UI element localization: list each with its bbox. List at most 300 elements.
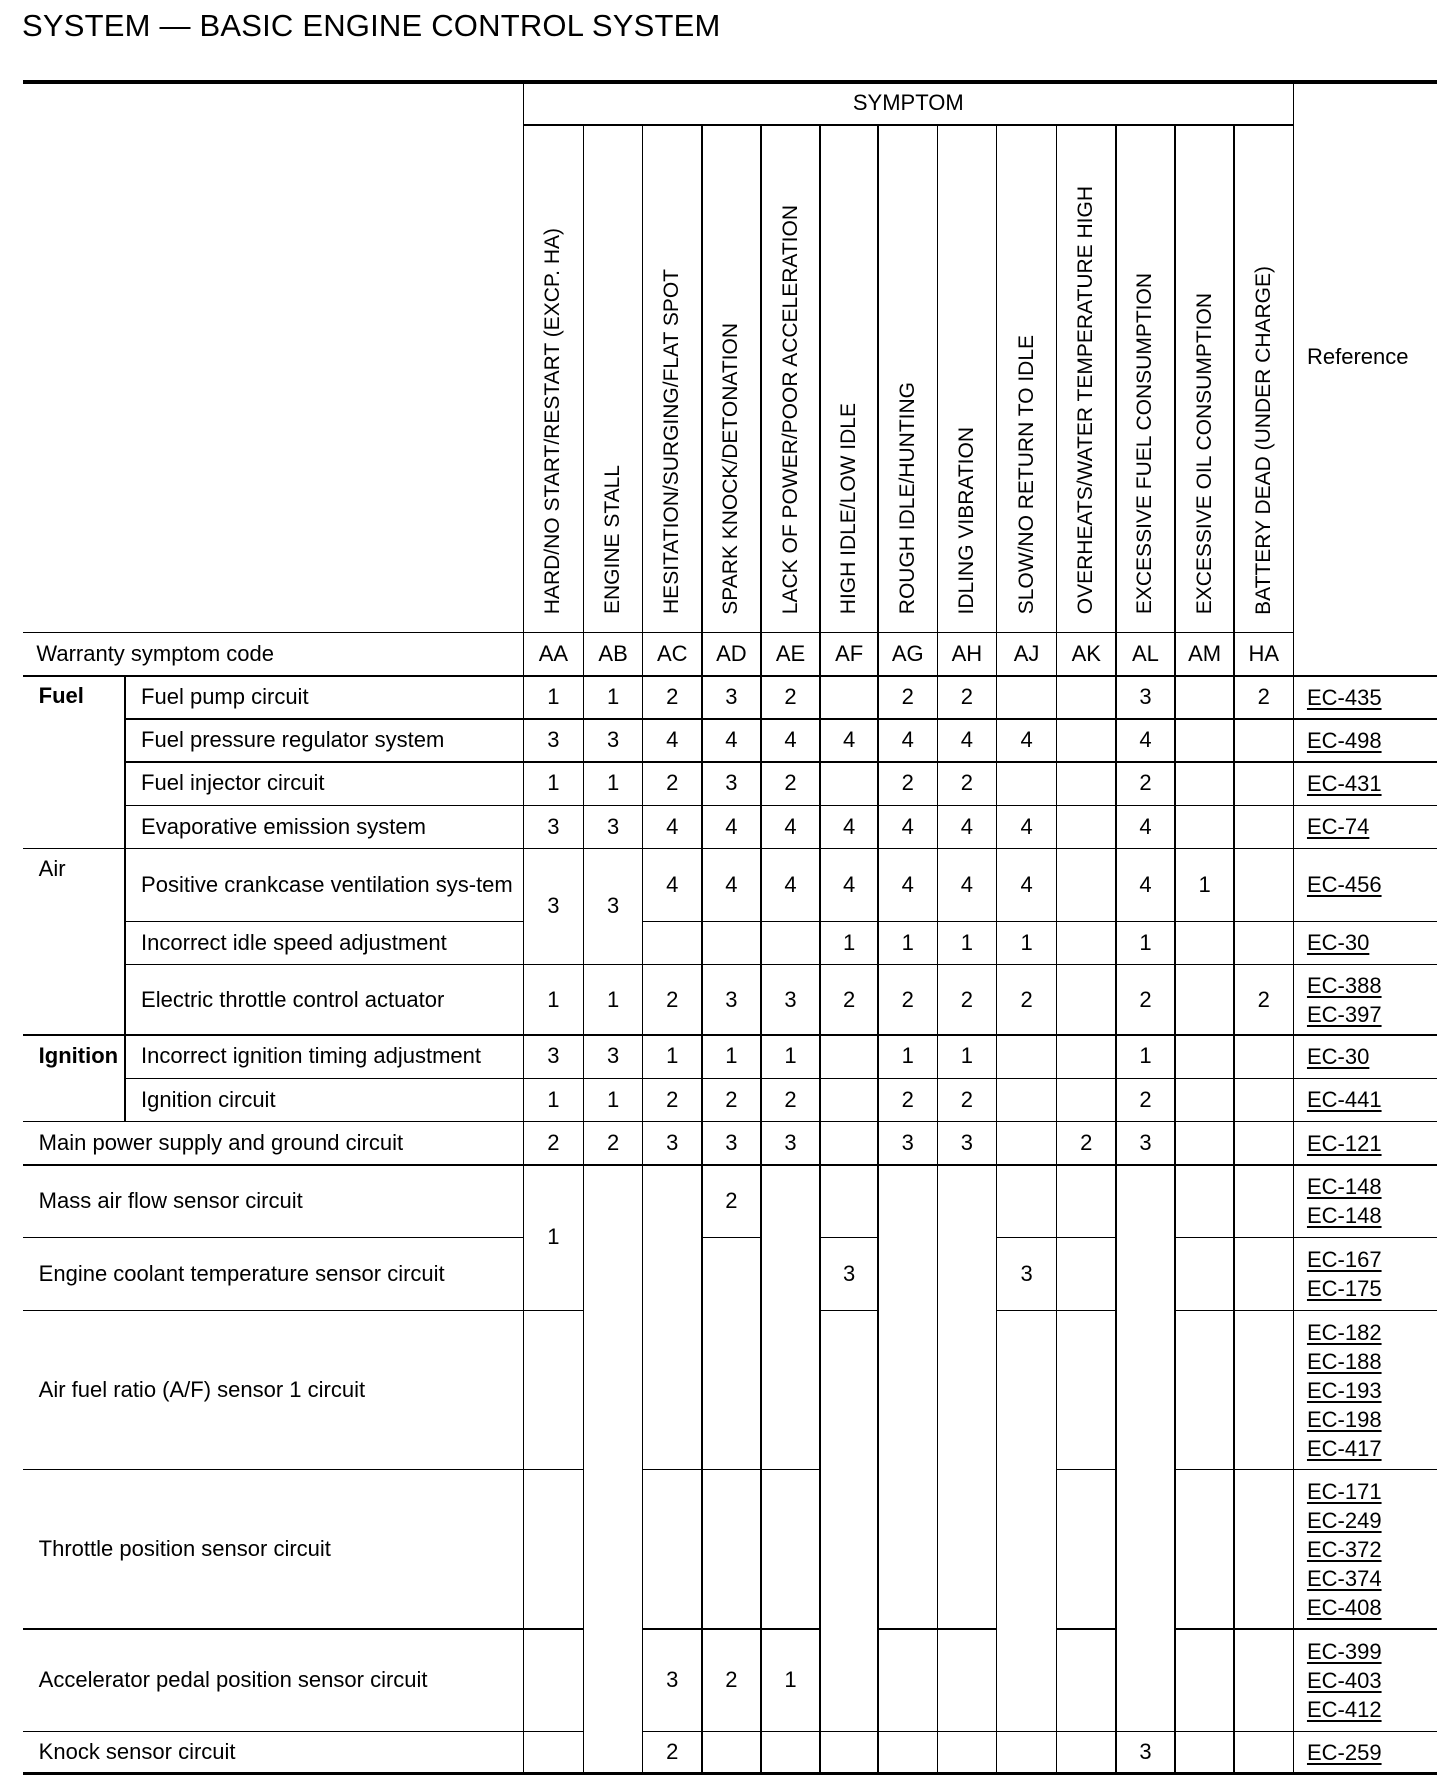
reference-cell [1293,1310,1436,1469]
grid-line [643,848,702,850]
grid-line [761,1078,820,1080]
value-cell [1057,1078,1116,1121]
value-cell [820,1165,878,1238]
symptom-label: ROUGH IDLE/HUNTING [895,382,919,615]
grid-line [23,1237,524,1239]
grid-line [584,805,643,807]
reference-link[interactable]: EC-175 [1306,1275,1382,1301]
grid-line [760,125,762,1773]
value-cell: 3 [960,1129,973,1155]
grid-line [878,848,937,850]
value-cell [1234,1310,1293,1469]
page-title: SYSTEM — BASIC ENGINE CONTROL SYSTEM [22,8,721,43]
value-cell [761,921,820,964]
value-cell [1175,1238,1234,1311]
value-cell: 4 [901,727,914,753]
value-cell: 1 [1139,1043,1152,1069]
reference-link[interactable]: EC-372 [1306,1536,1382,1562]
warranty-code: AG [891,640,924,666]
value-cell [820,1078,878,1121]
value-cell: 1 [1139,929,1152,955]
grid-line [1293,1078,1436,1080]
grid-line [1234,1469,1293,1471]
grid-line [1175,921,1234,923]
grid-line [584,1078,643,1080]
value-cell: 4 [843,871,856,897]
grid-line [1233,125,1235,1773]
value-cell [996,1310,1056,1731]
grid-line [937,1628,996,1630]
grid-line [23,80,1437,84]
warranty-code: AM [1188,640,1222,666]
value-cell: 4 [1139,871,1152,897]
grid-line [937,805,996,807]
grid-line [1234,848,1293,850]
grid-line [820,1731,878,1733]
value-cell [643,1470,702,1629]
symptom-label: IDLING VIBRATION [954,426,978,615]
value-cell [1175,1165,1234,1238]
value-cell: 2 [1080,1129,1093,1155]
reference-link[interactable]: EC-121 [1306,1130,1382,1156]
value-cell: 2 [843,986,856,1012]
grid-line [820,964,878,966]
item-label: Fuel pump circuit [141,683,309,709]
value-cell [702,921,761,964]
value-cell: 1 [547,986,560,1012]
symptom-header: SYMPTOM [852,90,964,116]
warranty-code: AJ [1013,640,1040,666]
grid-line [702,1731,761,1733]
reference-cell [1293,1470,1436,1629]
value-cell: 1 [901,929,914,955]
reference-link[interactable]: EC-441 [1306,1087,1382,1113]
value-cell [1234,719,1293,762]
grid-line [937,718,996,720]
value-cell: 3 [784,986,797,1012]
grid-line [877,125,879,1773]
warranty-code: AK [1071,640,1101,666]
value-cell: 2 [1257,683,1270,709]
warranty-code-label: Warranty symptom code [36,640,274,666]
value-cell: 3 [547,1043,560,1069]
value-cell: 3 [666,1666,679,1692]
grid-line [996,964,1056,966]
value-cell [1057,1470,1116,1629]
value-cell: 1 [606,986,620,1012]
value-cell [1234,1165,1293,1238]
grid-line [761,761,820,763]
item-label: Main power supply and ground circuit [38,1129,404,1155]
reference-link[interactable]: EC-431 [1306,771,1382,797]
value-cell [1057,1731,1116,1773]
symptom-column-header [761,125,820,632]
value-cell: 2 [960,1086,973,1112]
value-cell: 4 [901,813,914,839]
grid-line [1116,964,1175,966]
value-cell [1234,1731,1293,1773]
warranty-code: AD [716,640,747,666]
grid-line [125,921,523,923]
grid-line [584,1164,643,1166]
symptom-label: SLOW/NO RETURN TO IDLE [1014,335,1038,615]
grid-line [1175,848,1234,850]
value-cell [1175,1629,1234,1731]
grid-line [1115,125,1117,1773]
value-cell [1234,1629,1293,1731]
grid-line [1293,848,1436,850]
value-cell: 4 [1139,727,1152,753]
grid-line [1057,1164,1116,1166]
grid-line [523,805,583,807]
value-cell: 4 [725,871,738,897]
value-cell [702,1731,761,1773]
grid-line [643,1731,702,1733]
grid-line [523,1121,583,1123]
item-label: Incorrect ignition timing adjustment [141,1043,481,1069]
symptom-column-header [523,125,583,632]
symptom-column-header [1057,125,1116,632]
value-cell [702,1238,761,1470]
grid-line [584,1121,643,1123]
grid-line [996,1034,1056,1036]
grid-line [937,761,996,763]
value-cell [1234,762,1293,805]
value-cell: 2 [666,986,679,1012]
reference-link[interactable]: EC-148 [1306,1203,1382,1229]
grid-line [1175,964,1234,966]
value-cell [702,1470,761,1629]
grid-line [1116,1164,1175,1166]
reference-link[interactable]: EC-171 [1306,1478,1382,1504]
grid-line [878,1034,937,1036]
item-label: Fuel pressure regulator system [141,727,445,753]
grid-line [1057,1121,1116,1123]
reference-cell [1293,921,1436,964]
value-cell: 3 [547,727,560,753]
item-label: Evaporative emission system [141,813,426,839]
grid-line [702,761,761,763]
reference-link[interactable]: EC-249 [1306,1507,1382,1533]
grid-line [1175,718,1234,720]
value-cell: 1 [901,1043,914,1069]
grid-line [702,1469,761,1471]
grid-line [523,82,525,1773]
value-cell: 1 [725,1043,738,1069]
value-cell [1057,719,1116,762]
grid-line [1293,1469,1436,1471]
grid-line [1234,921,1293,923]
value-cell [1057,805,1116,848]
reference-link[interactable]: EC-397 [1306,1001,1382,1027]
grid-line [937,1121,996,1123]
value-cell [1234,1122,1293,1165]
value-cell: 4 [666,871,679,897]
grid-line [1116,1731,1175,1733]
warranty-code: HA [1248,640,1280,666]
value-cell: 2 [666,1086,679,1112]
item-label: Air fuel ratio (A/F) sensor 1 circuit [38,1376,366,1402]
value-cell: 4 [843,813,856,839]
reference-link[interactable]: EC-182 [1306,1319,1382,1345]
grid-line [1116,1034,1175,1036]
value-cell [1057,1035,1116,1078]
value-cell [761,1470,820,1629]
grid-line [702,1034,761,1036]
warranty-code: AH [951,640,983,666]
value-cell: 3 [784,1129,797,1155]
value-cell: 4 [784,871,797,897]
value-cell: 3 [725,1129,738,1155]
value-cell [523,1731,583,1773]
value-cell: 3 [725,683,738,709]
symptom-label: LACK OF POWER/POOR ACCELERATION [778,205,802,615]
grid-line [1057,1078,1116,1080]
grid-line [1116,848,1175,850]
value-cell: 2 [606,1129,620,1155]
reference-link[interactable]: EC-408 [1306,1594,1382,1620]
reference-cell [1293,1238,1436,1311]
symptom-label: HESITATION/SURGING/FLAT SPOT [660,269,684,615]
grid-line [1057,718,1116,720]
grid-line [1293,1121,1436,1123]
reference-link[interactable]: EC-435 [1306,684,1382,710]
grid-line [643,805,702,807]
grid-line [584,964,643,966]
grid-line [1175,1628,1234,1630]
grid-line [937,1078,996,1080]
value-cell: 4 [843,727,856,753]
grid-line [1057,1310,1116,1312]
grid-line [761,1121,820,1123]
grid-line [996,921,1056,923]
value-cell: 3 [606,893,620,919]
value-cell: 2 [901,770,914,796]
value-cell: 3 [1139,1739,1152,1764]
value-cell: 1 [666,1043,679,1069]
grid-line [820,1164,878,1166]
grid-line [23,1628,524,1630]
grid-line [523,964,583,966]
grid-line [1116,761,1175,763]
value-cell: 3 [547,813,560,839]
reference-link[interactable]: EC-388 [1306,972,1382,998]
grid-line [1293,1237,1436,1239]
grid-line [1175,805,1234,807]
grid-line [937,1034,996,1036]
grid-line [1057,805,1116,807]
grid-line [1057,848,1116,850]
value-cell: 2 [1139,1086,1152,1112]
value-cell [761,1165,820,1470]
grid-line [996,1164,1056,1166]
value-cell [523,1310,583,1469]
grid-line [1293,1034,1436,1036]
value-cell: 3 [1020,1260,1033,1286]
grid-line [820,718,878,720]
grid-line [702,848,761,850]
grid-line [1057,1237,1116,1239]
reference-link[interactable]: EC-188 [1306,1348,1382,1374]
value-cell [996,1731,1056,1773]
symptom-column-header [1175,125,1234,632]
grid-line [643,964,702,966]
grid-line [761,964,820,966]
grid-line [996,1731,1056,1733]
item-label: Fuel injector circuit [141,770,325,796]
grid-line [1293,805,1436,807]
reference-link[interactable]: EC-374 [1306,1565,1382,1591]
value-cell: 3 [725,986,738,1012]
grid-line [643,1469,702,1471]
grid-line [1234,964,1293,966]
grid-line [125,718,523,720]
grid-line [643,921,702,923]
value-cell: 2 [784,770,797,796]
value-cell [1234,1238,1293,1311]
grid-line [996,1237,1056,1239]
grid-line [1116,1121,1175,1123]
grid-line [996,1121,1056,1123]
value-cell [1175,1470,1234,1629]
symptom-label: HARD/NO START/RESTART (EXCP. HA) [541,228,565,615]
grid-line [878,805,937,807]
value-cell [1175,1731,1234,1773]
reference-link[interactable]: EC-399 [1306,1638,1382,1664]
reference-link[interactable]: EC-167 [1306,1246,1382,1272]
grid-line [23,1772,1437,1776]
symptom-column-header [996,125,1056,632]
value-cell [937,1629,996,1731]
grid-line [996,1078,1056,1080]
grid-line [1175,1121,1234,1123]
value-cell [1057,1310,1116,1469]
grid-line [124,676,126,1122]
value-cell: 1 [606,1086,620,1112]
value-cell [996,1035,1056,1078]
value-cell [1175,762,1234,805]
item-label: Throttle position sensor circuit [38,1535,331,1561]
grid-line [643,761,702,763]
value-cell: 2 [901,1086,914,1112]
reference-link[interactable]: EC-30 [1306,930,1370,956]
grid-line [1293,1731,1436,1733]
grid-line [937,1164,996,1166]
value-cell: 2 [1257,986,1270,1012]
symptom-column-header [937,125,996,632]
grid-line [1056,125,1058,1773]
symptom-column-header [1116,125,1175,632]
value-cell: 4 [960,727,973,753]
value-cell [1057,1165,1116,1238]
grid-line [643,1628,702,1630]
grid-line [1293,82,1295,1773]
value-cell [820,1310,878,1731]
reference-link[interactable]: EC-456 [1306,872,1382,898]
grid-line [1116,1078,1175,1080]
value-cell [820,1731,878,1773]
grid-line [1234,761,1293,763]
grid-line [125,1078,523,1080]
reference-cell [1293,805,1436,848]
grid-line [937,921,996,923]
grid-line [125,964,523,966]
grid-line [523,1731,583,1733]
value-cell: 3 [666,1129,679,1155]
warranty-code: AL [1131,640,1159,666]
reference-link[interactable]: EC-74 [1306,814,1370,840]
reference-link[interactable]: EC-259 [1306,1739,1382,1765]
value-cell [523,1470,583,1629]
grid-line [584,1034,643,1036]
grid-line [1293,921,1436,923]
reference-link[interactable]: EC-148 [1306,1174,1382,1200]
symptom-column-header [878,125,937,632]
grid-line [761,848,820,850]
reference-link[interactable]: EC-412 [1306,1696,1382,1722]
grid-line [761,1469,820,1471]
grid-line [1293,1164,1436,1166]
grid-line [878,1164,937,1166]
value-cell [1234,1470,1293,1629]
item-label: Knock sensor circuit [38,1739,236,1764]
reference-cell [1293,1035,1436,1078]
reference-link[interactable]: EC-193 [1306,1377,1382,1403]
grid-line [702,718,761,720]
reference-link[interactable]: EC-403 [1306,1667,1382,1693]
value-cell: 1 [960,929,973,955]
value-cell: 1 [547,770,560,796]
value-cell [1175,1035,1234,1078]
value-cell: 2 [901,986,914,1012]
value-cell: 2 [784,1086,797,1112]
grid-line [23,1731,524,1733]
value-cell [1057,921,1116,964]
value-cell [1057,965,1116,1036]
value-cell [1175,676,1234,719]
value-cell [1057,849,1116,922]
reference-cell [1293,1122,1436,1165]
grid-line [23,848,524,850]
reference-link[interactable]: EC-417 [1306,1435,1382,1461]
value-cell [820,676,878,719]
value-cell: 3 [843,1260,856,1286]
value-cell [1057,1238,1116,1311]
grid-line [878,718,937,720]
value-cell: 2 [725,1086,738,1112]
item-label: Incorrect idle speed adjustment [141,929,447,955]
value-cell: 4 [666,813,679,839]
value-cell: 2 [725,1666,738,1692]
reference-link[interactable]: EC-30 [1306,1044,1370,1070]
value-cell [1057,762,1116,805]
grid-line [1293,761,1436,763]
grid-line [584,761,643,763]
reference-link[interactable]: EC-498 [1306,728,1382,753]
value-cell [761,1731,820,1773]
value-cell [1116,1165,1175,1731]
grid-line [996,718,1056,720]
grid-line [761,805,820,807]
grid-line [702,921,761,923]
value-cell [996,1078,1056,1121]
value-cell [996,676,1056,719]
grid-line [23,1469,524,1471]
reference-link[interactable]: EC-198 [1306,1406,1382,1432]
value-cell [878,1629,937,1731]
grid-line [937,964,996,966]
warranty-code: AA [538,640,569,666]
